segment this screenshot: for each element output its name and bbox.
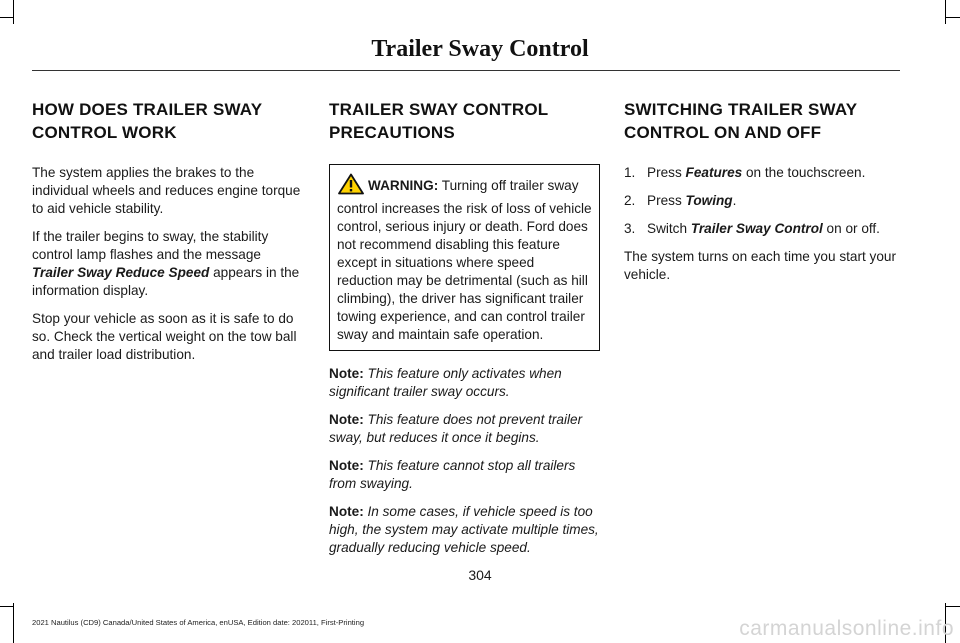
warning-text: Turning off trailer sway control increases the risk of loss of vehicle control, serious injury or death. Ford does not recommend disabling this feature except in situations where speed reduction may be detrimental (such as hill climbing), the driver has significant trailer towing experience, and can control trailer sway and maintain safe operation.	[337, 178, 592, 342]
crop-mark	[13, 603, 14, 643]
section-switching	[624, 98, 896, 294]
crop-mark	[945, 0, 946, 24]
heading-line-2: CONTROL ON AND OFF	[624, 123, 822, 142]
section-heading	[329, 98, 600, 144]
note-label: Note:	[329, 458, 364, 473]
text: Switch	[647, 221, 691, 236]
crop-mark	[13, 0, 14, 24]
heading-line-1: SWITCHING TRAILER SWAY	[624, 100, 858, 119]
footer-edition-info: 2021 Nautilus (CD9) Canada/United States of America, enUSA, Edition date: 202011, First-Printing	[32, 618, 365, 627]
step-text	[647, 220, 880, 238]
section-heading	[624, 98, 896, 144]
steps-list	[624, 164, 896, 238]
crop-mark	[0, 606, 13, 607]
step-number: 1.	[624, 165, 636, 180]
watermark: carmanualsonline.info	[739, 617, 954, 640]
section-how-it-works	[32, 98, 304, 374]
heading-line-1: HOW DOES TRAILER SWAY	[32, 100, 263, 119]
note	[329, 411, 600, 447]
note-text: In some cases, if vehicle speed is too high, the system may activate multiple times, gradually reducing vehicle speed.	[329, 504, 599, 555]
paragraph	[32, 228, 304, 300]
ui-term: Trailer Sway Control	[690, 221, 823, 236]
step-number: 2.	[624, 193, 636, 208]
note-label: Note:	[329, 366, 364, 381]
heading-line-2: PRECAUTIONS	[329, 123, 455, 142]
text: on the touchscreen.	[742, 165, 866, 180]
note-text: This feature only activates when significant trailer sway occurs.	[329, 366, 562, 399]
note-label: Note:	[329, 504, 364, 519]
note-text: This feature does not prevent trailer sway, but reduces it once it begins.	[329, 412, 583, 445]
section-precautions	[329, 98, 600, 567]
list-item	[624, 164, 896, 182]
list-item	[624, 220, 896, 238]
warning-box	[329, 164, 600, 351]
warning-label: WARNING:	[368, 178, 439, 193]
warning-triangle-icon	[338, 173, 364, 200]
text: Press	[647, 193, 686, 208]
step-text	[647, 164, 865, 182]
note	[329, 365, 600, 401]
text: .	[732, 193, 737, 208]
page-number: 304	[468, 567, 492, 583]
heading-line-1: TRAILER SWAY CONTROL	[329, 100, 549, 119]
step-text	[647, 192, 736, 210]
note	[329, 457, 600, 493]
page-title: Trailer Sway Control	[371, 36, 589, 62]
note	[329, 503, 600, 557]
text: on or off.	[822, 221, 880, 236]
paragraph: The system applies the brakes to the individual wheels and reduces engine torque to aid vehicle stability.	[32, 165, 301, 216]
header-divider	[32, 70, 900, 71]
paragraph: Stop your vehicle as soon as it is safe to do so. Check the vertical weight on the tow ball and trailer load distribution.	[32, 311, 297, 362]
crop-mark	[946, 17, 960, 18]
ui-term: Features	[685, 165, 743, 180]
message-name: Trailer Sway Reduce Speed	[32, 265, 210, 280]
list-item	[624, 192, 896, 210]
heading-line-2: CONTROL WORK	[32, 123, 177, 142]
step-number: 3.	[624, 221, 636, 236]
note-text: This feature cannot stop all trailers from swaying.	[329, 458, 576, 491]
ui-term: Towing	[685, 193, 733, 208]
note-label: Note:	[329, 412, 364, 427]
crop-mark	[946, 606, 960, 607]
crop-mark	[0, 17, 13, 18]
paragraph: The system turns on each time you start your vehicle.	[624, 249, 896, 282]
text: appears in the information display.	[32, 265, 300, 298]
section-heading	[32, 98, 304, 144]
text: If the trailer begins to sway, the stability control lamp flashes and the message	[32, 229, 269, 262]
text: Press	[647, 165, 686, 180]
